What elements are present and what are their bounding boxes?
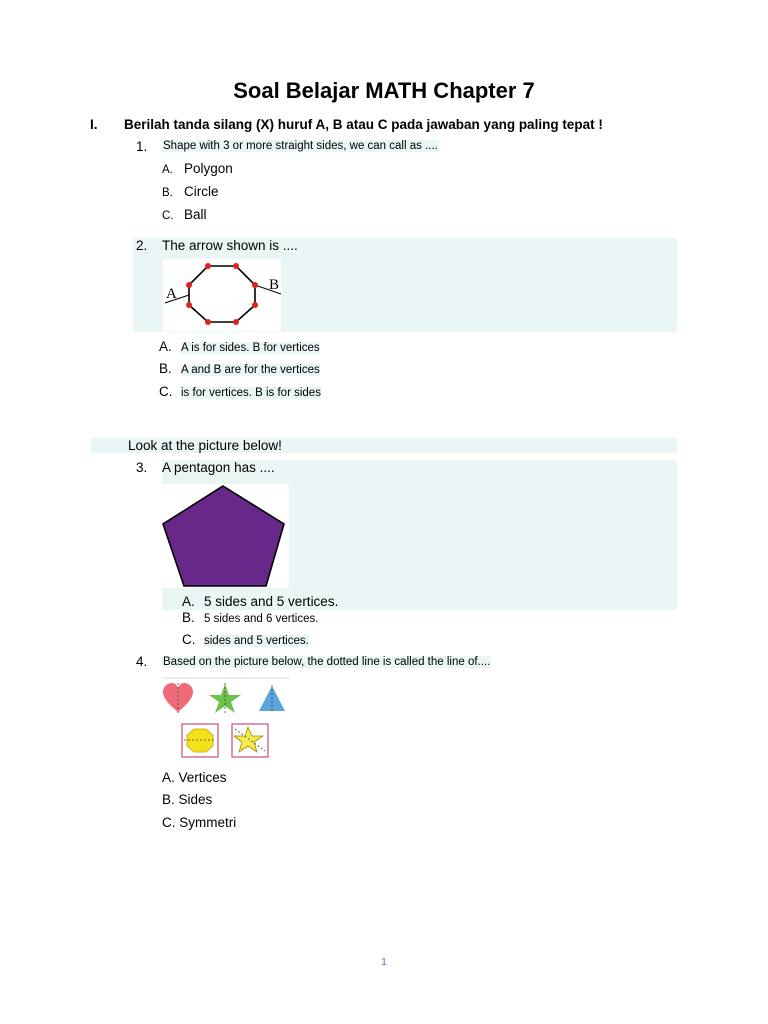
page-title: Soal Belajar MATH Chapter 7 [233, 78, 535, 103]
vertex-dot [233, 263, 239, 269]
pentagon-figure [162, 484, 289, 588]
section-numeral: I. [90, 117, 98, 132]
q1-number: 1. [136, 139, 148, 154]
pentagon-diagram [162, 484, 289, 588]
q2-option-b-text: A and B are for the vertices [181, 364, 320, 376]
q2-option-a[interactable] [159, 339, 320, 354]
q4-option-a[interactable] [162, 770, 227, 785]
page-number: 1 [381, 957, 387, 968]
label-a: A [166, 286, 177, 302]
q3-option-c[interactable] [182, 632, 309, 647]
symmetry-figure [162, 677, 290, 760]
vertex-dot [205, 319, 211, 325]
q4-option-c-text: Symmetri [179, 815, 237, 830]
q4-option-b-letter: B. [162, 792, 175, 807]
q1-option-b-letter: B. [162, 187, 173, 199]
q2-number: 2. [136, 238, 148, 253]
symmetry-diagram [162, 677, 290, 760]
q2-option-c-letter: C. [159, 384, 173, 399]
q4-option-b[interactable] [162, 792, 212, 807]
q2-text: The arrow shown is .... [162, 238, 298, 253]
octagon-diagram [163, 259, 281, 331]
q4-option-c-letter: C. [162, 815, 176, 830]
q2-option-a-letter: A. [159, 339, 172, 354]
q4-option-a-letter: A. [162, 770, 175, 785]
section-instruction: Berilah tanda silang (X) huruf A, B atau C pada jawaban yang paling tepat ! [124, 117, 603, 132]
hexagon-shape [187, 729, 213, 752]
q3-option-b-letter: B. [182, 610, 195, 625]
vertex-dot [252, 282, 258, 288]
q3-option-b-text: 5 sides and 6 vertices. [204, 613, 319, 625]
q3-text: A pentagon has .... [162, 460, 275, 475]
q1-option-a-text: Polygon [184, 161, 233, 176]
q2-option-b[interactable] [159, 361, 320, 376]
q1-option-c[interactable] [162, 207, 207, 222]
q3-option-b[interactable] [182, 610, 318, 625]
yellow-star-shape [234, 727, 263, 752]
vertex-dot [186, 282, 192, 288]
q1-text: Shape with 3 or more straight sides, we can call as .... [163, 140, 438, 152]
q1-option-b-text: Circle [184, 184, 219, 199]
pentagon-shape [163, 486, 284, 586]
q2-option-b-letter: B. [159, 361, 172, 376]
vertex-dot [233, 319, 239, 325]
q4-number: 4. [136, 654, 148, 669]
q3-option-c-text: sides and 5 vertices. [204, 635, 309, 647]
octagon-shape [189, 266, 255, 322]
q4-option-c[interactable] [162, 815, 236, 830]
q1-option-a[interactable] [162, 161, 233, 176]
q2-option-c-text: is for vertices. B is for sides [181, 387, 321, 399]
q1-option-b[interactable] [162, 184, 219, 199]
vertex-dots [186, 263, 258, 325]
vertex-dot [186, 302, 192, 308]
q3-option-a[interactable] [182, 594, 338, 609]
q3-option-a-text: 5 sides and 5 vertices. [204, 594, 339, 609]
q1-option-c-text: Ball [184, 207, 207, 222]
q2-option-c[interactable] [159, 384, 321, 399]
q1-option-a-letter: A. [162, 164, 173, 176]
q4-option-a-text: Vertices [178, 770, 227, 785]
intro-text: Look at the picture below! [128, 438, 282, 453]
q4-option-b-text: Sides [178, 792, 213, 807]
q2-option-a-text: A is for sides. B for vertices [181, 342, 320, 354]
octagon-figure [163, 259, 281, 331]
vertex-dot [205, 263, 211, 269]
q4-text: Based on the picture below, the dotted line is called the line of.... [163, 656, 491, 668]
q1-option-c-letter: C. [162, 210, 174, 222]
vertex-dot [252, 302, 258, 308]
q3-number: 3. [136, 460, 148, 475]
q3-option-a-letter: A. [182, 594, 195, 609]
q3-option-c-letter: C. [182, 632, 196, 647]
label-b: B [269, 277, 280, 293]
